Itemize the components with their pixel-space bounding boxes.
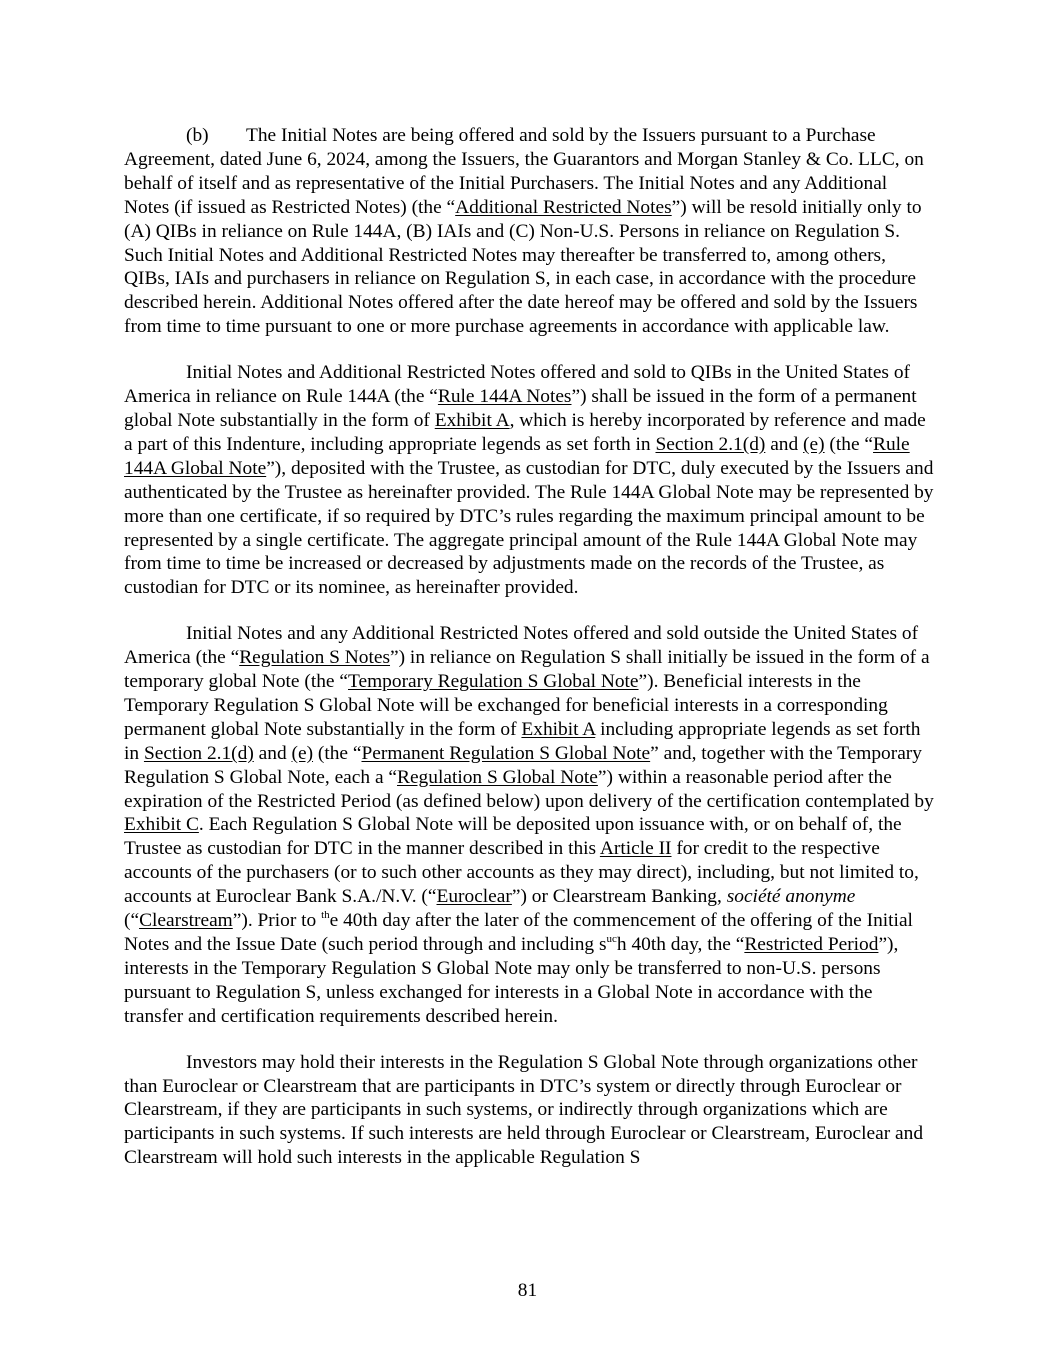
defined-term: Euroclear <box>436 886 512 908</box>
defined-term: Permanent Regulation S Global Note <box>361 742 651 764</box>
defined-term: Section 2.1(d) <box>655 433 766 455</box>
defined-term: Clearstream <box>139 910 233 932</box>
defined-term: (e) <box>803 433 825 455</box>
defined-term: Temporary Regulation S Global Note <box>348 671 639 693</box>
paragraph-b <box>124 124 934 339</box>
text-run: ”) within a reasonable period after the expiration of the Restricted Period (as defined below) upon delivery of the certification contemplated by <box>124 766 934 812</box>
text-run: . Each Regulation S Global Note will be deposited upon issuance with, or on behalf of, the Trustee as custodian for DTC in the manner described in this <box>124 814 902 860</box>
text-run: e 40th day after the later of the commencement of the offering of the Initial Notes and the Issue Date (such period through and including s <box>124 910 913 955</box>
paragraph-investors <box>124 1051 934 1171</box>
defined-term: Exhibit A <box>434 409 510 431</box>
text-run: for credit to the respective accounts of the purchasers (or to such other accounts as they may direct), including, but not limited to, accounts at Euroclear Bank S.A./N.V. (“ <box>124 838 919 908</box>
text-run: and <box>253 742 292 764</box>
text-run: ”), deposited with the Trustee, as custodian for DTC, duly executed by the Issuers and authenticated by the Trustee as hereinafter provided. The Rule 144A Global Note may be represented by more than one certificate, if so required by DTC’s rules regarding the maximum principal amount to be represented by a single certificate. The aggregate principal amount of the Rule 144A Global Note may from time to time be increased or decreased by adjustments made on the records of the Trustee, as custodian for DTC or its nominee, as hereinafter provided. <box>124 457 934 599</box>
text-run: The Initial Notes are being offered and sold by the Issuers pursuant to a Purchase Agreement, dated June 6, 2024, among the Issuers, the Guarantors and Morgan Stanley & Co. LLC, on behalf of itself and as representative of the Initial Purchasers. The Initial Notes and any Additional Notes (if issued as Restricted Notes) (the “ <box>124 125 924 218</box>
text-run: h 40th day, the “ <box>616 934 745 955</box>
text-run: ”) shall be issued in the form of a permanent global Note substantially in the form of <box>124 386 917 431</box>
superscript-text: th <box>321 909 330 922</box>
defined-term: Additional Restricted Notes <box>455 196 672 218</box>
text-run: Investors may hold their interests in the Regulation S Global Note through organizations other than Euroclear or Clearstream that are participants in DTC’s system or directly through Euroclear or Clearstream, if they are participants in such systems, or indirectly through organizations which are participants in such systems. If such interests are held through Euroclear or Clearstream, Euroclear and Clearstream will hold such interests in the applicable Regulation S <box>124 1051 924 1169</box>
defined-term: Restricted Period <box>744 934 879 955</box>
text-run: and <box>765 433 804 455</box>
page-number: 81 <box>517 1280 538 1301</box>
text-run: ”) in reliance on Regulation S shall initially be issued in the form of a temporary global Note (the “ <box>124 647 930 693</box>
defined-term: Rule 144A Notes <box>437 386 572 408</box>
text-run: Initial Notes and any Additional Restricted Notes offered and sold outside the United States of America (the “ <box>124 623 919 669</box>
text-run: , which is hereby incorporated by reference and made a part of this Indenture, including appropriate legends as set forth in <box>124 409 926 455</box>
text-run: ”), interests in the Temporary Regulation S Global Note may only be transferred to non-U.S. persons pursuant to Regulation S, unless exchanged for interests in a Global Note in accordance with the transfer and certification requirements described herein. <box>124 934 899 1027</box>
text-run: (“ <box>124 910 140 932</box>
section-label: (b) <box>186 125 209 146</box>
text-run: including appropriate legends as set forth in <box>124 718 921 764</box>
text-run: (the “ <box>313 742 362 764</box>
superscript-text: uc <box>606 933 617 945</box>
paragraph-regulation-s <box>124 622 934 1028</box>
defined-term: Article II <box>599 838 672 860</box>
defined-term: Exhibit C <box>124 814 199 836</box>
document-page <box>124 124 934 1192</box>
defined-term: Rule 144A Global Note <box>124 433 910 479</box>
paragraph-rule-144a <box>124 361 934 600</box>
text-run: ”). Prior to <box>232 910 322 932</box>
defined-term: Section 2.1(d) <box>143 742 254 764</box>
text-run: Initial Notes and Additional Restricted Notes offered and sold to QIBs in the United States of America in reliance on Rule 144A (the “ <box>124 362 910 408</box>
defined-term: (e) <box>291 742 314 764</box>
text-run: (the “ <box>824 433 874 455</box>
text-run: ” and, together with the Temporary Regulation S Global Note, each a “ <box>124 742 922 788</box>
italic-text: société anonyme <box>726 886 856 908</box>
defined-term: Regulation S Global Note <box>397 766 598 788</box>
text-run: ”). Beneficial interests in the Temporary Regulation S Global Note will be exchanged for beneficial interests in a corresponding permanent global Note substantially in the form of <box>124 671 888 740</box>
defined-term: Exhibit A <box>521 718 596 740</box>
defined-term: Regulation S Notes <box>239 647 391 669</box>
text-run: ”) will be resold initially only to (A) QIBs in reliance on Rule 144A, (B) IAIs and (C) Non-U.S. Persons in reliance on Regulation S. Such Initial Notes and Additional Restricted Notes may thereafter be transferred to, among others, QIBs, IAIs and purchasers in reliance on Regulation S, in each case, in accordance with the procedure described herein. Additional Notes offered after the date hereof may be offered and sold by the Issuers from time to time pursuant to one or more purchase agreements in accordance with applicable law. <box>124 196 922 338</box>
text-run: ”) or Clearstream Banking, <box>511 886 727 908</box>
